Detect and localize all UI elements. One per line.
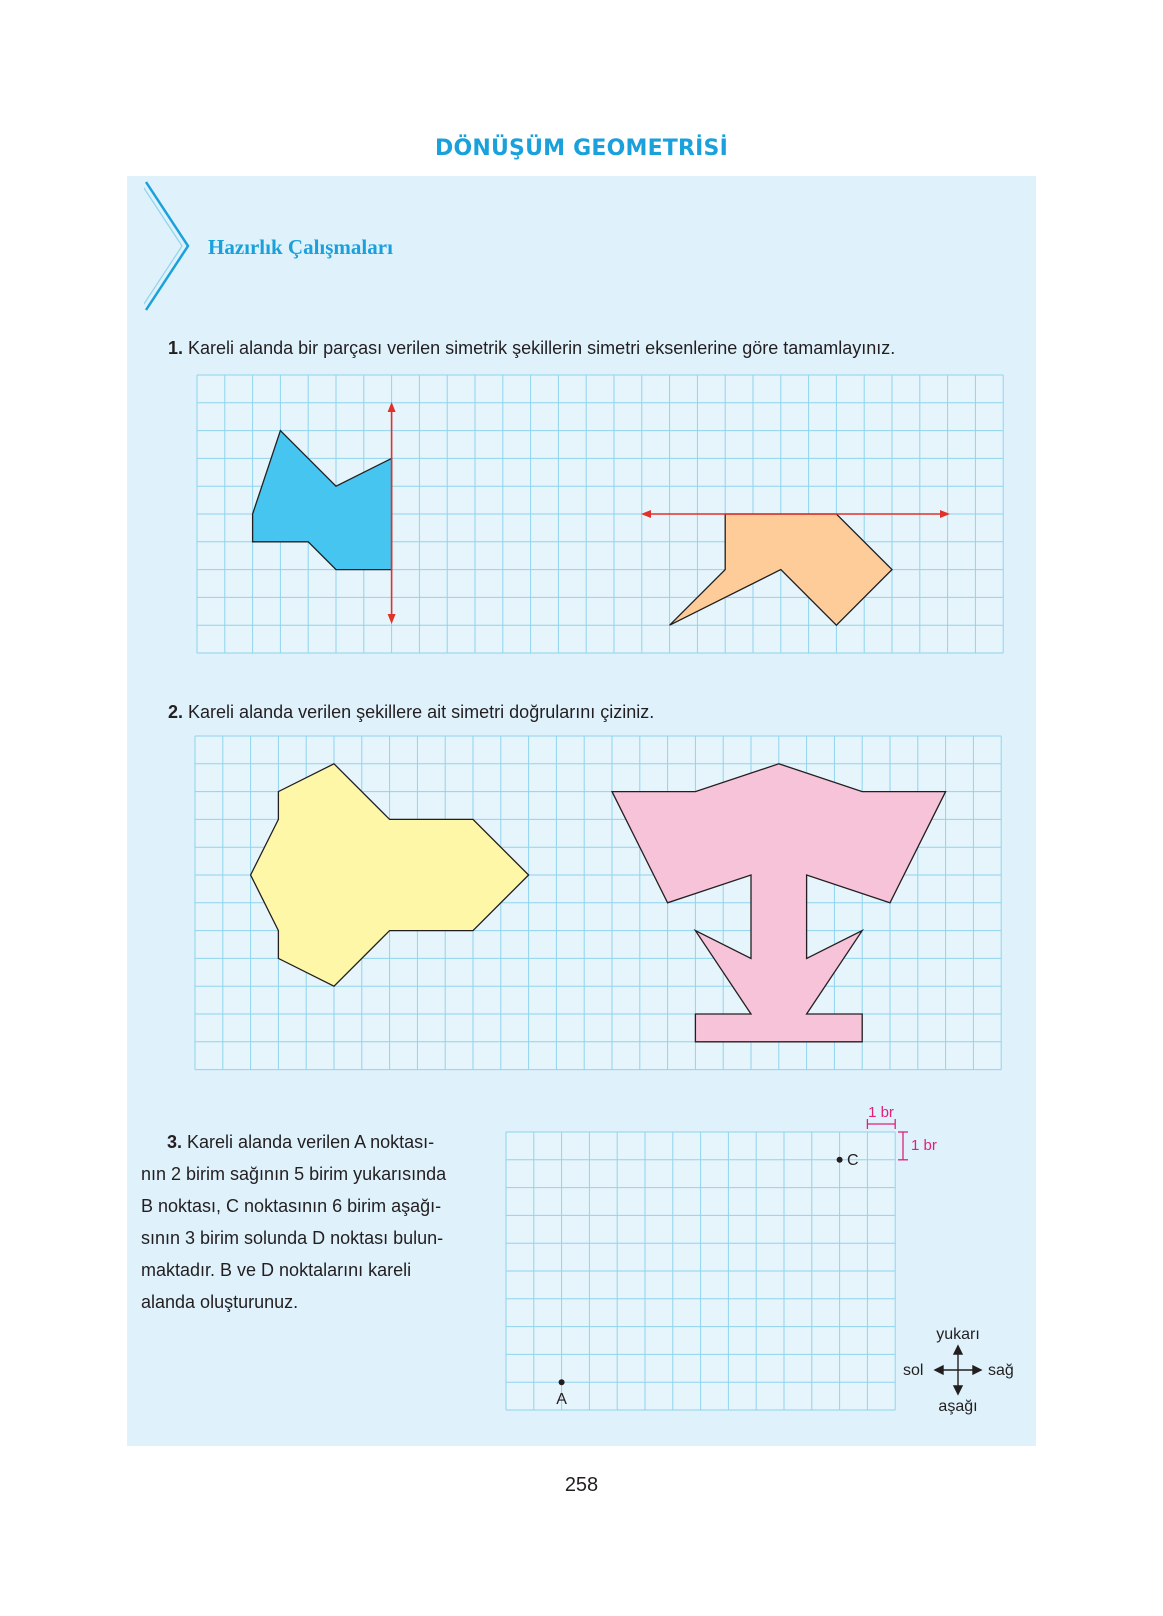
- question-number: 3.: [167, 1132, 183, 1152]
- question-1: [168, 332, 895, 364]
- direction-up-label: yukarı: [936, 1326, 980, 1343]
- direction-compass-icon: [900, 1320, 1040, 1420]
- question-number: 2.: [168, 702, 184, 722]
- section-title: Hazırlık Çalışmaları: [208, 235, 393, 259]
- question-text-line: maktadır. B ve D noktalarını kareli: [141, 1260, 412, 1280]
- question-text-line: Kareli alanda verilen A noktası-: [187, 1132, 435, 1152]
- question-number: 1.: [168, 338, 184, 358]
- question-text-line: B noktası, C noktasının 6 birim aşağı-: [141, 1196, 442, 1216]
- grid-question-2: [195, 736, 1001, 1070]
- question-text-line: sının 3 birim solunda D noktası bulun-: [141, 1228, 444, 1248]
- question-text-line: alanda oluşturunuz.: [141, 1292, 299, 1312]
- question-2: [168, 696, 654, 728]
- direction-right-label: sağ: [988, 1362, 1014, 1379]
- unit-label-horizontal: 1 br: [868, 1104, 894, 1121]
- point-c: [837, 1157, 843, 1163]
- direction-down-label: aşağı: [938, 1398, 978, 1415]
- page-title: DÖNÜŞÜM GEOMETRİSİ: [435, 136, 728, 161]
- point-a: [559, 1379, 565, 1385]
- point-c-label: C: [847, 1152, 859, 1169]
- page-number: 258: [564, 1474, 599, 1496]
- direction-left-label: sol: [903, 1362, 924, 1379]
- grid-lines: [506, 1132, 895, 1410]
- question-text: Kareli alanda bir parçası verilen simetrik şekillerin simetri eksenlerine göre tamamlayınız.: [188, 338, 896, 358]
- question-3: [141, 1126, 478, 1318]
- unit-label-vertical: 1 br: [911, 1137, 937, 1154]
- grid-question-1: [197, 375, 1003, 654]
- question-text-line: nın 2 birim sağının 5 birim yukarısında: [141, 1164, 447, 1184]
- question-text: Kareli alanda verilen şekillere ait simetri doğrularını çiziniz.: [188, 702, 655, 722]
- point-a-label: A: [556, 1391, 567, 1408]
- section-chevron-icon: [144, 180, 204, 312]
